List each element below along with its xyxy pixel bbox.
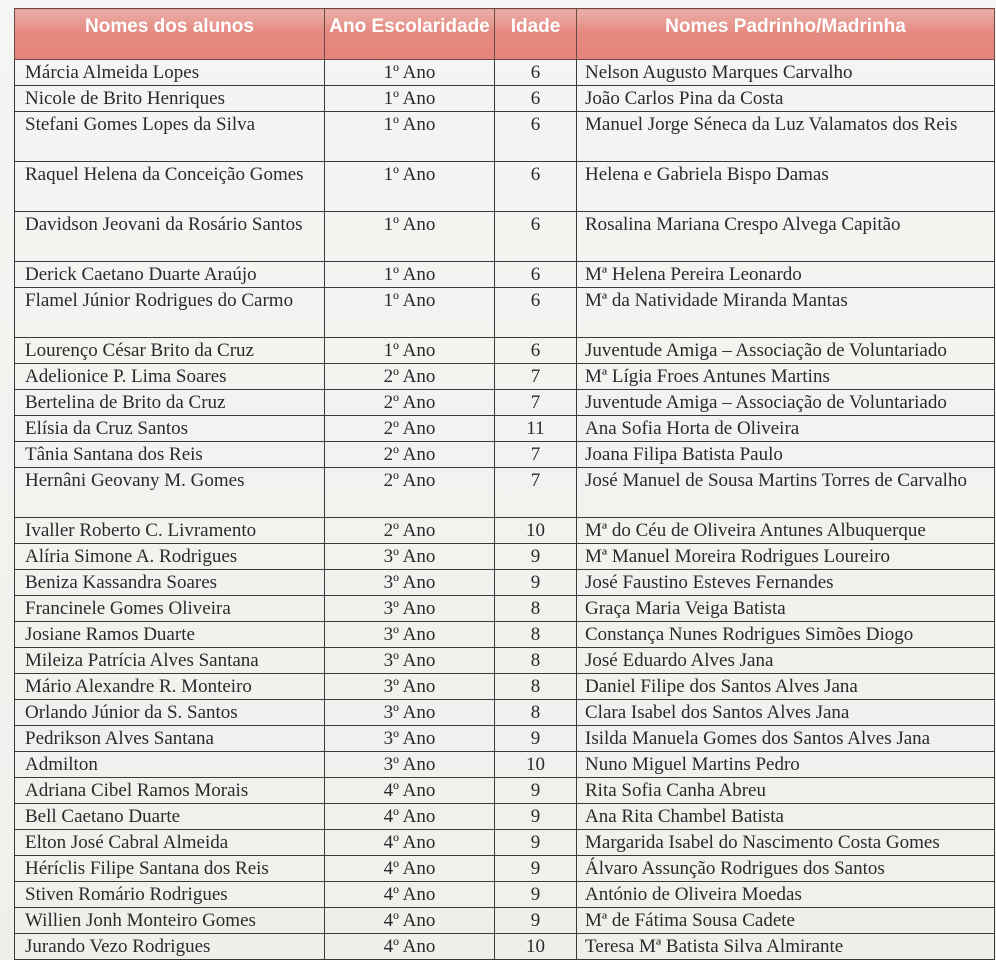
school-year-cell: 4º Ano: [325, 856, 495, 882]
sponsor-name-cell: Clara Isabel dos Santos Alves Jana: [577, 700, 995, 726]
school-year-cell: 2º Ano: [325, 518, 495, 544]
student-name-cell: Hernâni Geovany M. Gomes: [15, 468, 325, 518]
age-cell: 9: [495, 570, 577, 596]
table-row: [15, 288, 995, 338]
student-name-cell: Admilton: [15, 752, 325, 778]
school-year-cell: 3º Ano: [325, 752, 495, 778]
table-row: [15, 212, 995, 262]
table-row: [15, 700, 995, 726]
sponsor-name-cell: Daniel Filipe dos Santos Alves Jana: [577, 674, 995, 700]
school-year-cell: 2º Ano: [325, 468, 495, 518]
table-row: [15, 648, 995, 674]
age-cell: 9: [495, 726, 577, 752]
age-cell: 6: [495, 338, 577, 364]
age-cell: 9: [495, 830, 577, 856]
student-name-cell: Adriana Cibel Ramos Morais: [15, 778, 325, 804]
school-year-cell: 2º Ano: [325, 364, 495, 390]
student-name-cell: Elísia da Cruz Santos: [15, 416, 325, 442]
student-name-cell: Pedrikson Alves Santana: [15, 726, 325, 752]
sponsor-name-cell: Joana Filipa Batista Paulo: [577, 442, 995, 468]
age-cell: 9: [495, 908, 577, 934]
age-cell: 7: [495, 390, 577, 416]
student-name-cell: Davidson Jeovani da Rosário Santos: [15, 212, 325, 262]
age-cell: 10: [495, 518, 577, 544]
school-year-cell: 2º Ano: [325, 442, 495, 468]
age-cell: 6: [495, 112, 577, 162]
student-name-cell: Alíria Simone A. Rodrigues: [15, 544, 325, 570]
table-row: [15, 60, 995, 86]
student-name-cell: Flamel Júnior Rodrigues do Carmo: [15, 288, 325, 338]
table-row: [15, 390, 995, 416]
school-year-cell: 1º Ano: [325, 338, 495, 364]
table-row: [15, 908, 995, 934]
table-row: [15, 674, 995, 700]
table-row: [15, 804, 995, 830]
table-row: [15, 596, 995, 622]
sponsor-name-cell: Ana Sofia Horta de Oliveira: [577, 416, 995, 442]
table-body: [15, 60, 995, 960]
student-name-cell: Ivaller Roberto C. Livramento: [15, 518, 325, 544]
table-row: [15, 544, 995, 570]
age-cell: 6: [495, 288, 577, 338]
students-sponsors-table: [14, 8, 995, 960]
sponsor-name-cell: Juventude Amiga – Associação de Voluntariado: [577, 390, 995, 416]
school-year-cell: 1º Ano: [325, 262, 495, 288]
table-row: [15, 112, 995, 162]
age-cell: 7: [495, 468, 577, 518]
age-cell: 8: [495, 596, 577, 622]
sponsor-name-cell: Mª Helena Pereira Leonardo: [577, 262, 995, 288]
school-year-cell: 3º Ano: [325, 700, 495, 726]
table-row: [15, 518, 995, 544]
student-name-cell: Bell Caetano Duarte: [15, 804, 325, 830]
age-cell: 9: [495, 856, 577, 882]
school-year-cell: 4º Ano: [325, 830, 495, 856]
sponsor-name-cell: António de Oliveira Moedas: [577, 882, 995, 908]
table-row: [15, 778, 995, 804]
school-year-cell: 4º Ano: [325, 804, 495, 830]
sponsor-name-cell: Álvaro Assunção Rodrigues dos Santos: [577, 856, 995, 882]
student-name-cell: Raquel Helena da Conceição Gomes: [15, 162, 325, 212]
header-sponsor-names: Nomes Padrinho/Madrinha: [577, 9, 995, 60]
student-name-cell: Elton José Cabral Almeida: [15, 830, 325, 856]
school-year-cell: 4º Ano: [325, 908, 495, 934]
sponsor-name-cell: Margarida Isabel do Nascimento Costa Gomes: [577, 830, 995, 856]
age-cell: 7: [495, 364, 577, 390]
sponsor-name-cell: Nelson Augusto Marques Carvalho: [577, 60, 995, 86]
sponsor-name-cell: João Carlos Pina da Costa: [577, 86, 995, 112]
table-row: [15, 86, 995, 112]
age-cell: 10: [495, 752, 577, 778]
school-year-cell: 2º Ano: [325, 390, 495, 416]
table-row: [15, 830, 995, 856]
student-name-cell: Josiane Ramos Duarte: [15, 622, 325, 648]
school-year-cell: 1º Ano: [325, 162, 495, 212]
school-year-cell: 1º Ano: [325, 60, 495, 86]
sponsor-name-cell: Ana Rita Chambel Batista: [577, 804, 995, 830]
school-year-cell: 2º Ano: [325, 416, 495, 442]
sponsor-name-cell: José Eduardo Alves Jana: [577, 648, 995, 674]
school-year-cell: 4º Ano: [325, 934, 495, 960]
table-row: [15, 726, 995, 752]
sponsor-name-cell: Manuel Jorge Séneca da Luz Valamatos dos Reis: [577, 112, 995, 162]
sponsor-name-cell: Mª do Céu de Oliveira Antunes Albuquerque: [577, 518, 995, 544]
student-name-cell: Tânia Santana dos Reis: [15, 442, 325, 468]
table-row: [15, 856, 995, 882]
sponsor-name-cell: José Faustino Esteves Fernandes: [577, 570, 995, 596]
school-year-cell: 1º Ano: [325, 288, 495, 338]
student-name-cell: Nicole de Brito Henriques: [15, 86, 325, 112]
header-student-names: Nomes dos alunos: [15, 9, 325, 60]
age-cell: 8: [495, 700, 577, 726]
sponsor-name-cell: Helena e Gabriela Bispo Damas: [577, 162, 995, 212]
table-row: [15, 364, 995, 390]
student-name-cell: Orlando Júnior da S. Santos: [15, 700, 325, 726]
age-cell: 9: [495, 544, 577, 570]
age-cell: 10: [495, 934, 577, 960]
student-name-cell: Jurando Vezo Rodrigues: [15, 934, 325, 960]
table-row: [15, 622, 995, 648]
table-row: [15, 934, 995, 960]
table-row: [15, 570, 995, 596]
student-name-cell: Beniza Kassandra Soares: [15, 570, 325, 596]
age-cell: 8: [495, 648, 577, 674]
school-year-cell: 3º Ano: [325, 544, 495, 570]
student-name-cell: Lourenço César Brito da Cruz: [15, 338, 325, 364]
age-cell: 9: [495, 804, 577, 830]
table-row: [15, 882, 995, 908]
header-school-year: Ano Escolaridade: [325, 9, 495, 60]
sponsor-name-cell: Constança Nunes Rodrigues Simões Diogo: [577, 622, 995, 648]
student-name-cell: Héríclis Filipe Santana dos Reis: [15, 856, 325, 882]
student-name-cell: Márcia Almeida Lopes: [15, 60, 325, 86]
school-year-cell: 3º Ano: [325, 622, 495, 648]
age-cell: 9: [495, 778, 577, 804]
table-row: [15, 752, 995, 778]
age-cell: 6: [495, 86, 577, 112]
table-row: [15, 416, 995, 442]
school-year-cell: 3º Ano: [325, 648, 495, 674]
age-cell: 8: [495, 674, 577, 700]
student-name-cell: Adelionice P. Lima Soares: [15, 364, 325, 390]
table-header-row: [15, 9, 995, 60]
age-cell: 6: [495, 60, 577, 86]
sponsor-name-cell: Mª Manuel Moreira Rodrigues Loureiro: [577, 544, 995, 570]
age-cell: 9: [495, 882, 577, 908]
school-year-cell: 4º Ano: [325, 882, 495, 908]
student-name-cell: Stefani Gomes Lopes da Silva: [15, 112, 325, 162]
age-cell: 6: [495, 212, 577, 262]
sponsor-name-cell: José Manuel de Sousa Martins Torres de Carvalho: [577, 468, 995, 518]
school-year-cell: 4º Ano: [325, 778, 495, 804]
student-name-cell: Willien Jonh Monteiro Gomes: [15, 908, 325, 934]
school-year-cell: 3º Ano: [325, 596, 495, 622]
school-year-cell: 3º Ano: [325, 674, 495, 700]
sponsor-name-cell: Mª da Natividade Miranda Mantas: [577, 288, 995, 338]
sponsor-name-cell: Juventude Amiga – Associação de Voluntariado: [577, 338, 995, 364]
table-row: [15, 162, 995, 212]
student-name-cell: Bertelina de Brito da Cruz: [15, 390, 325, 416]
age-cell: 11: [495, 416, 577, 442]
age-cell: 6: [495, 262, 577, 288]
table-row: [15, 442, 995, 468]
student-name-cell: Mário Alexandre R. Monteiro: [15, 674, 325, 700]
sponsor-name-cell: Mª de Fátima Sousa Cadete: [577, 908, 995, 934]
sponsor-name-cell: Rosalina Mariana Crespo Alvega Capitão: [577, 212, 995, 262]
student-name-cell: Francinele Gomes Oliveira: [15, 596, 325, 622]
school-year-cell: 1º Ano: [325, 212, 495, 262]
student-name-cell: Mileiza Patrícia Alves Santana: [15, 648, 325, 674]
sponsor-name-cell: Graça Maria Veiga Batista: [577, 596, 995, 622]
table-row: [15, 338, 995, 364]
student-name-cell: Stiven Romário Rodrigues: [15, 882, 325, 908]
school-year-cell: 1º Ano: [325, 112, 495, 162]
header-age: Idade: [495, 9, 577, 60]
sponsor-name-cell: Mª Lígia Froes Antunes Martins: [577, 364, 995, 390]
student-name-cell: Derick Caetano Duarte Araújo: [15, 262, 325, 288]
sponsor-name-cell: Nuno Miguel Martins Pedro: [577, 752, 995, 778]
age-cell: 6: [495, 162, 577, 212]
table-row: [15, 262, 995, 288]
school-year-cell: 3º Ano: [325, 570, 495, 596]
sponsor-name-cell: Rita Sofia Canha Abreu: [577, 778, 995, 804]
school-year-cell: 1º Ano: [325, 86, 495, 112]
sponsor-name-cell: Isilda Manuela Gomes dos Santos Alves Jana: [577, 726, 995, 752]
school-year-cell: 3º Ano: [325, 726, 495, 752]
age-cell: 7: [495, 442, 577, 468]
table-row: [15, 468, 995, 518]
age-cell: 8: [495, 622, 577, 648]
sponsor-name-cell: Teresa Mª Batista Silva Almirante: [577, 934, 995, 960]
